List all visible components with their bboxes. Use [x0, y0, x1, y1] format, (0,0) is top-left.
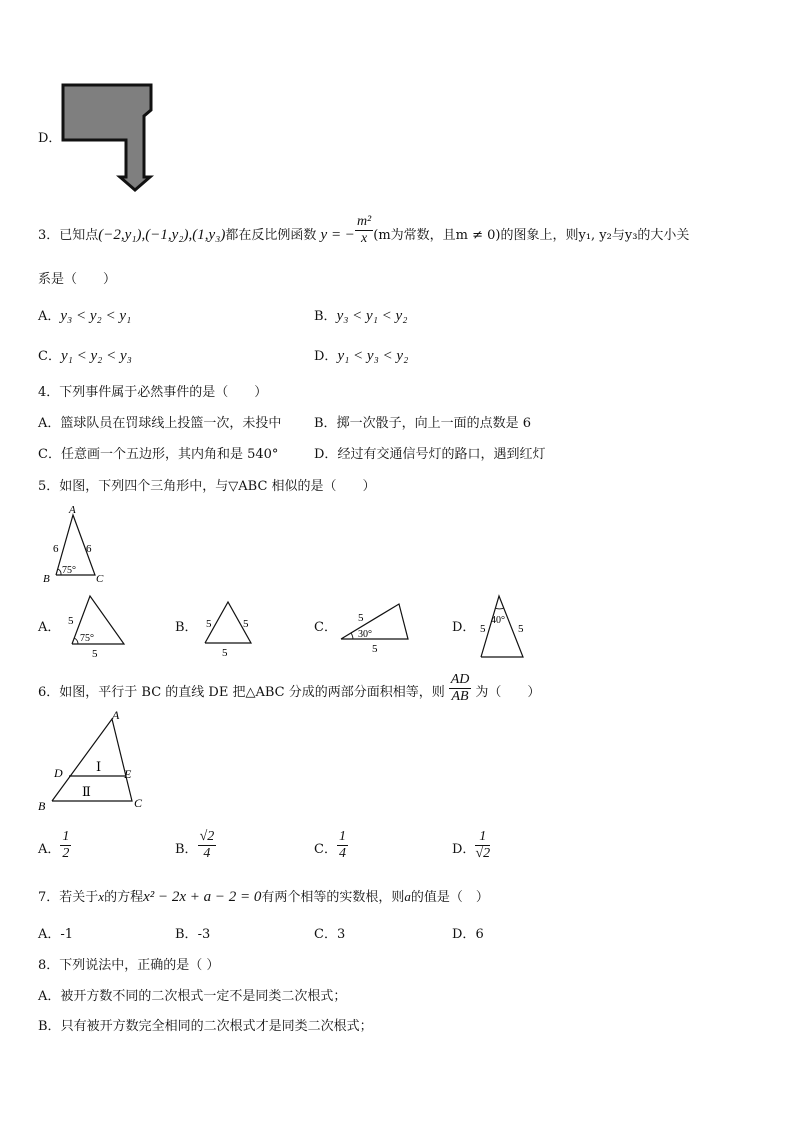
- q7-option-a[interactable]: [38, 926, 73, 944]
- q5-reference-triangle: [40, 503, 110, 585]
- q5-option-c-side2: 5: [372, 643, 378, 655]
- q4-option-b-label: B．: [314, 416, 337, 431]
- q6-option-d-label: D．: [452, 842, 476, 857]
- q3-stem-mid: 都在反比例函数: [225, 228, 317, 243]
- q7-option-d-text: 6: [475, 927, 484, 942]
- q6-option-a-num: 1: [62, 829, 70, 844]
- q3-option-b-label: B．: [314, 309, 337, 324]
- q3-fn-den: x: [360, 231, 368, 246]
- q7-option-b-text: -3: [197, 927, 211, 942]
- q4-option-a[interactable]: [38, 415, 281, 433]
- q5-ref-vertex-a: A: [69, 504, 76, 516]
- q4-option-d[interactable]: [314, 446, 545, 464]
- q7-option-a-text: -1: [60, 927, 74, 942]
- q5-option-a-triangle[interactable]: [60, 590, 130, 660]
- q6-vertex-b: B: [38, 799, 46, 813]
- q7-stem-line: [38, 888, 489, 907]
- q7-option-b[interactable]: [175, 926, 210, 944]
- q3-option-c-text: y₁ < y₂ < y₃: [60, 348, 132, 364]
- q3-function-fraction: [355, 214, 373, 247]
- q5-ref-vertex-b: B: [43, 573, 50, 585]
- q6-option-d[interactable]: [452, 829, 491, 862]
- q4-option-c-label: C．: [38, 447, 61, 462]
- q5-option-c-side1: 5: [358, 612, 364, 624]
- q6-frac-den: AB: [451, 689, 469, 704]
- q6-option-c-num: 1: [338, 829, 346, 844]
- q3-option-c-label: C．: [38, 349, 61, 364]
- q6-option-c-den: 4: [338, 846, 346, 861]
- q3-stem-cond: (m为常数，且m ≠ 0): [373, 228, 501, 243]
- q7-option-c[interactable]: [314, 926, 345, 944]
- q7-option-c-label: C．: [314, 927, 337, 942]
- q5-option-c-angle: 30°: [358, 629, 372, 640]
- q7-option-d-label: D．: [452, 927, 476, 942]
- q8-stem: 8．下列说法中，正确的是（ ）: [38, 958, 220, 973]
- q4-option-b[interactable]: [314, 415, 531, 433]
- q6-region-2: Ⅱ: [82, 784, 91, 799]
- q3-option-d-text: y₁ < y₃ < y₂: [337, 348, 409, 364]
- q3-stem-line1: [38, 214, 690, 247]
- q8-option-a[interactable]: [38, 988, 346, 1006]
- q3-fn-num: m²: [356, 214, 372, 229]
- q6-vertex-a: A: [112, 708, 120, 722]
- q5-option-b-label[interactable]: B．: [175, 620, 198, 635]
- q7-option-a-label: A．: [38, 927, 61, 942]
- q6-stem: 6．如图，平行于 BC 的直线 DE 把△ABC 分成的两部分面积相等，则: [38, 685, 445, 700]
- q8-option-b-label: B．: [38, 1019, 61, 1034]
- q6-vertex-d: D: [54, 766, 63, 780]
- q3-function: y = −: [320, 227, 355, 243]
- q7-var-x: x: [98, 889, 105, 904]
- q6-option-a[interactable]: [38, 829, 71, 862]
- q7-option-c-text: 3: [336, 927, 346, 942]
- q3-option-a[interactable]: [38, 307, 131, 326]
- q3-option-b[interactable]: [314, 307, 407, 326]
- q7-option-d[interactable]: [452, 926, 484, 944]
- q6-option-b-den: 4: [203, 846, 211, 861]
- q6-triangle-figure: [36, 705, 156, 817]
- q6-ratio-fraction: [449, 672, 472, 705]
- q6-option-b[interactable]: [175, 829, 216, 862]
- q3-option-c[interactable]: [38, 347, 132, 366]
- q6-option-b-num: √2: [199, 829, 215, 844]
- q5-ref-angle-b: 75°: [62, 565, 76, 576]
- q6-option-a-den: 2: [62, 846, 70, 861]
- q5-option-c-triangle[interactable]: [336, 598, 416, 658]
- q4-option-a-text: 篮球队员在罚球线上投篮一次，未投中: [60, 416, 282, 431]
- q4-option-a-label: A．: [38, 416, 61, 431]
- q8-option-a-label: A．: [38, 989, 61, 1004]
- q4-stem: 4．下列事件属于必然事件的是（ ）: [38, 385, 268, 400]
- q7-stem-prefix: 7．若关于: [38, 890, 99, 905]
- q6-option-c[interactable]: [314, 829, 348, 862]
- q5-option-b-side3: 5: [222, 647, 228, 659]
- q5-stem: 5．如图，下列四个三角形中，与▽ABC 相似的是（ ）: [38, 479, 376, 494]
- q3-option-b-text: y₃ < y₁ < y₂: [336, 308, 408, 324]
- q6-region-1: Ⅰ: [96, 759, 102, 774]
- q5-ref-side-ac: 6: [86, 543, 92, 555]
- q8-option-a-text: 被开方数不同的二次根式一定不是同类二次根式；: [60, 989, 347, 1004]
- q5-ref-side-ab: 6: [53, 543, 59, 555]
- q3-stem-suffix: 的图象上，则y₁, y₂与y₃的大小关: [500, 228, 690, 243]
- q6-option-c-label: C．: [314, 842, 337, 857]
- q3-stem-prefix: 3．已知点: [38, 228, 99, 243]
- q5-option-a-angle: 75°: [80, 633, 94, 644]
- q6-vertex-c: C: [134, 796, 143, 810]
- q7-var-a: a: [404, 889, 411, 904]
- q5-option-d-triangle[interactable]: [474, 592, 534, 662]
- q4-option-d-text: 经过有交通信号灯的路口，遇到红灯: [337, 447, 546, 462]
- q3-option-d[interactable]: [314, 347, 408, 366]
- q6-vertex-e: E: [124, 767, 132, 781]
- q5-option-a-label[interactable]: A．: [38, 620, 61, 635]
- q3-stem-line2: 系是（ ）: [38, 272, 117, 287]
- q6-option-a-label: A．: [38, 842, 61, 857]
- q5-option-b-triangle[interactable]: [200, 595, 260, 660]
- q5-option-a-side2: 5: [92, 648, 98, 660]
- q5-option-b-side2: 5: [243, 618, 249, 630]
- q7-stem-mid: 的方程: [104, 890, 144, 905]
- q4-option-c[interactable]: [38, 446, 278, 464]
- q3-option-a-text: y₃ < y₂ < y₁: [60, 308, 132, 324]
- q8-option-b-text: 只有被开方数完全相同的二次根式才是同类二次根式；: [60, 1019, 373, 1034]
- q5-ref-vertex-c: C: [96, 573, 104, 585]
- q5-option-d-label[interactable]: D．: [452, 620, 476, 635]
- q6-option-d-den: √2: [475, 846, 491, 861]
- q3-option-a-label: A．: [38, 309, 61, 324]
- q5-option-d-side1: 5: [480, 623, 486, 635]
- q2-option-d-arrow-figure: [58, 82, 158, 194]
- q6-option-d-num: 1: [475, 829, 490, 846]
- q5-option-d-angle: 40°: [491, 615, 505, 626]
- q3-points: (−2,y₁),(−1,y₂),(1,y₃): [98, 227, 226, 243]
- q8-option-b[interactable]: [38, 1018, 373, 1036]
- q7-stem-suffix: 的值是（ ）: [410, 890, 489, 905]
- q4-option-b-text: 掷一次骰子，向上一面的点数是 6: [336, 416, 531, 431]
- q4-option-c-text: 任意画一个五边形，其内角和是 540°: [60, 447, 279, 462]
- q6-stem-suffix: 为（ ）: [475, 685, 541, 700]
- q7-equation: x² − 2x + a − 2 = 0: [143, 889, 262, 905]
- q5-option-d-side2: 5: [518, 623, 524, 635]
- q6-stem-line: [38, 672, 541, 705]
- q5-option-c-label[interactable]: C．: [314, 620, 337, 635]
- q2-option-d-label: D．: [38, 131, 62, 146]
- q5-option-a-side1: 5: [68, 615, 74, 627]
- q6-option-b-label: B．: [175, 842, 198, 857]
- q5-option-b-side1: 5: [206, 618, 212, 630]
- q4-option-d-label: D．: [314, 447, 338, 462]
- q3-option-d-label: D．: [314, 349, 338, 364]
- q7-stem-mid2: 有两个相等的实数根，则: [261, 890, 405, 905]
- q7-option-b-label: B．: [175, 927, 198, 942]
- q6-frac-num: AD: [450, 672, 470, 687]
